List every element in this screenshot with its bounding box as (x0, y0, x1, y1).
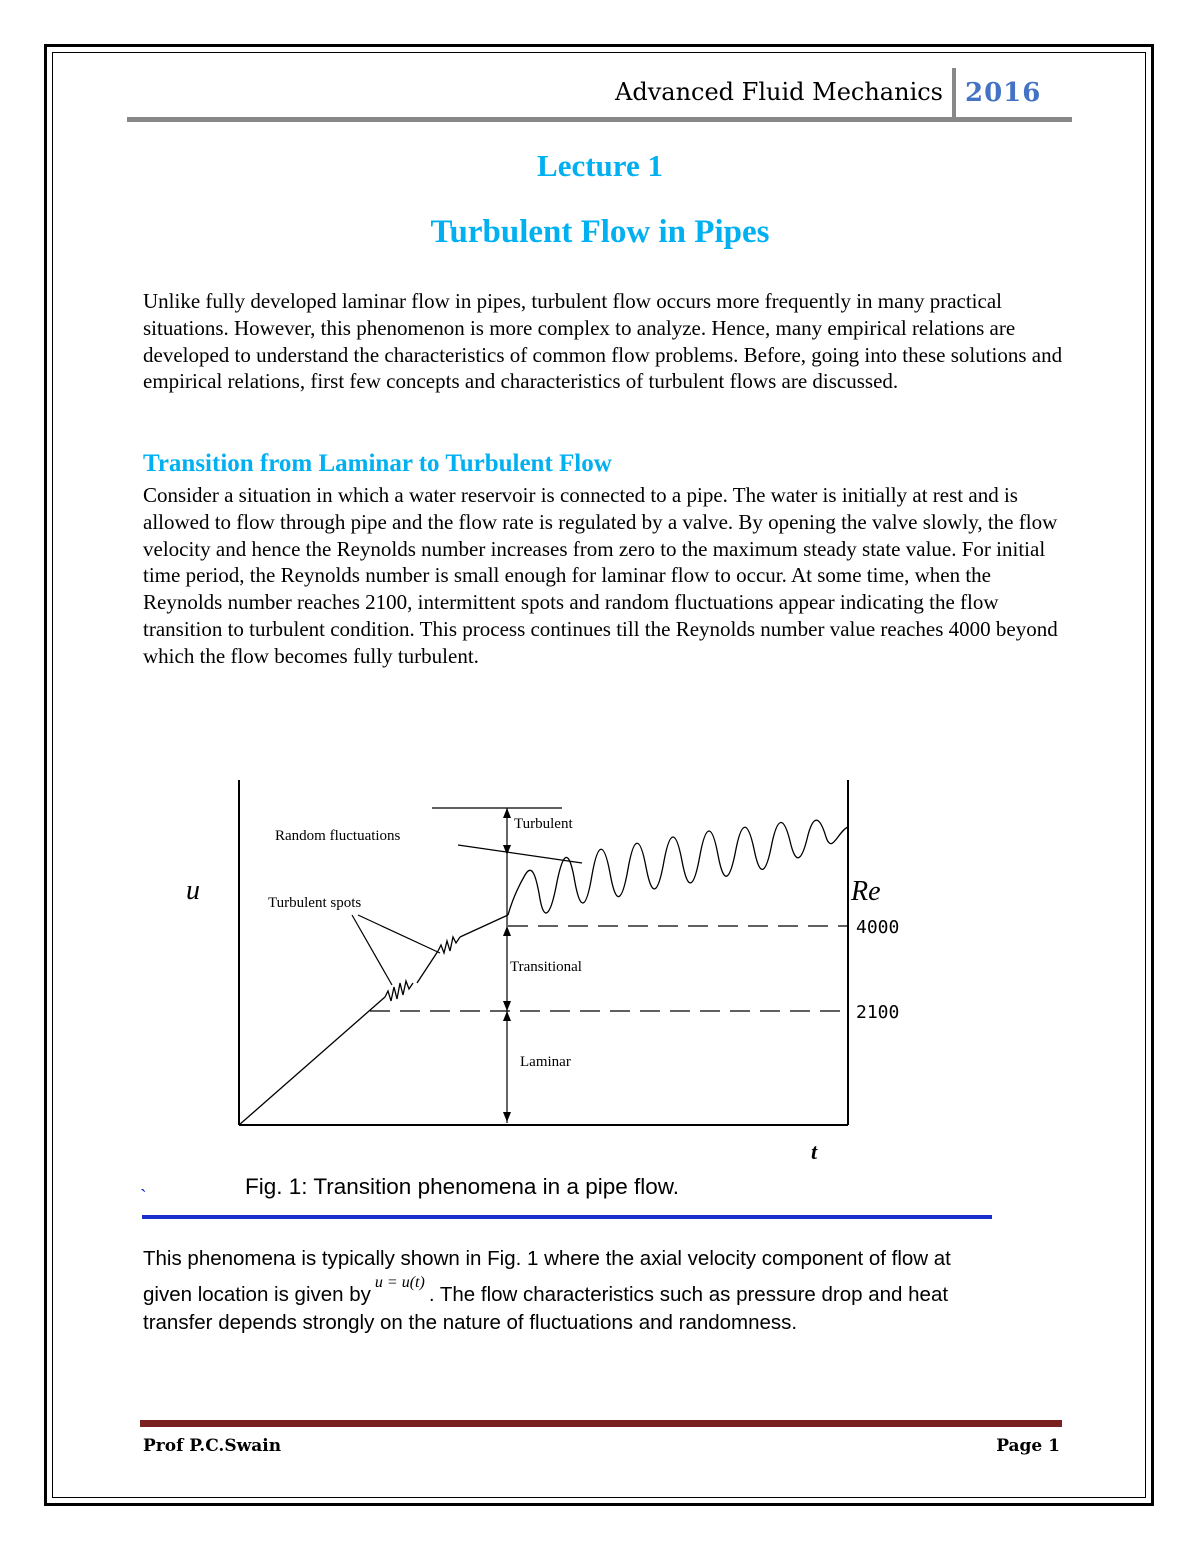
turbulent-label: Turbulent (514, 816, 573, 832)
turbulent-spot-2 (438, 937, 460, 953)
arrow-turb-bottom (503, 845, 511, 855)
caption-rule (142, 1215, 992, 1219)
y-axis-label: u (186, 875, 200, 906)
closing-line-3: transfer depends strongly on the nature of fluctuations and randomness. (143, 1311, 798, 1334)
closing-line-2-end: . The flow characteristics such as pressure drop and heat (428, 1283, 949, 1306)
closing-line-2-start: given location is given by (143, 1283, 371, 1306)
transition-curve-2 (460, 915, 508, 937)
header-separator (952, 68, 956, 118)
figure-caption: Fig. 1: Transition phenomena in a pipe flow. (245, 1174, 680, 1199)
x-axis-label: t (811, 1139, 818, 1164)
stray-mark: ` (140, 1186, 147, 1208)
closing-paragraph (143, 1246, 1083, 1336)
topic-title: Turbulent Flow in Pipes (430, 214, 770, 250)
header-year: 2016 (965, 78, 1042, 108)
section-paragraph: Consider a situation in which a water reservoir is connected to a pipe. The water is initially at rest and is allowed to flow through pipe and the flow rate is regulated by a valve. By opening the valve slowly, the flow velocity and hence the Reynolds number increases from zero to the maximum steady state value. For initial time period, the Reynolds number is small enough for laminar flow to occur. At some time, when the Reynolds number reaches 2100, intermittent spots and random fluctuations appear indicating the flow transition to turbulent condition. This process continues till the Reynolds number value reaches 4000 beyond which the flow becomes fully turbulent. (143, 483, 1058, 668)
random-fluctuations-leader (458, 845, 582, 863)
footer-page-number: Page 1 (996, 1436, 1060, 1456)
footer-author: Prof P.C.Swain (143, 1436, 282, 1456)
arrow-trans-bottom (503, 1001, 511, 1011)
re-4000-label: 4000 (856, 917, 900, 938)
transitional-label: Transitional (510, 959, 582, 975)
re-label: Re (851, 876, 881, 907)
closing-line-1: This phenomena is typically shown in Fig. 1 where the axial velocity component of flow at (143, 1247, 951, 1270)
section-heading: Transition from Laminar to Turbulent Flow (143, 450, 612, 477)
laminar-curve (239, 997, 385, 1125)
random-fluctuations-label: Random fluctuations (275, 828, 401, 844)
intro-paragraph: Unlike fully developed laminar flow in pipes, turbulent flow occurs more frequently in many practical situations. However, this phenomenon is more complex to analyze. Hence, many empirical relations are developed to understand the characteristics of common flow problems. Before, going into these solutions and empirical relations, first few concepts and characteristics of turbulent flows are discussed. (143, 289, 1063, 394)
arrow-trans-top (503, 926, 511, 936)
header-rule (127, 117, 1072, 122)
turbulent-spots-label: Turbulent spots (268, 895, 362, 911)
transition-curve-1 (417, 951, 438, 983)
closing-line-2 (143, 1274, 1083, 1310)
footer-rule (140, 1420, 1062, 1427)
lecture-title: Lecture 1 (537, 148, 663, 183)
arrow-lam-bottom (503, 1112, 511, 1122)
laminar-label: Laminar (520, 1054, 571, 1070)
arrow-lam-top (503, 1011, 511, 1021)
re-2100-label: 2100 (856, 1002, 900, 1023)
spots-leader-1 (352, 915, 392, 985)
header-course-title: Advanced Fluid Mechanics (615, 78, 943, 106)
turbulent-curve (508, 820, 848, 915)
turbulent-spot-1 (385, 981, 413, 1001)
transition-figure (170, 775, 950, 1170)
arrow-turb-top (503, 808, 511, 818)
velocity-equation: u = u(t) (374, 1274, 425, 1291)
